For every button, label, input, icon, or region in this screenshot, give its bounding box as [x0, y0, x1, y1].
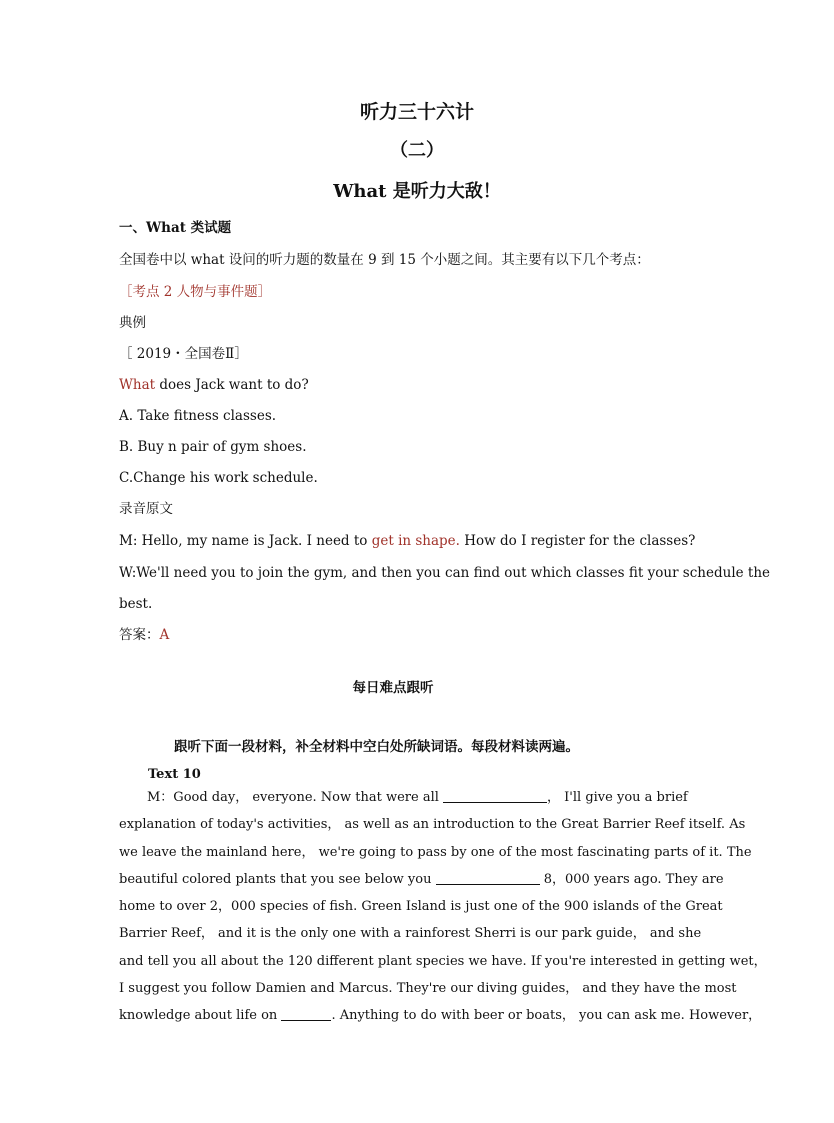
section2-heading: 每日难点跟听 [352, 680, 434, 696]
option-a: A. Take fitness classes. [119, 408, 277, 424]
fill-blank-3[interactable] [281, 1006, 331, 1021]
text10-paragraph [119, 784, 767, 1030]
section-heading-title: What 是听力大敌！ [333, 181, 501, 202]
line-text: M：Good day， everyone. Now that were all [147, 790, 444, 805]
m-line-pre: M: Hello, my name is Jack. I need to [119, 533, 372, 549]
question-keyword: What [119, 377, 156, 393]
question-text: does Jack want to do? [155, 377, 309, 393]
transcript-label: 录音原文 [119, 501, 173, 517]
line-text: Barrier Reef， and it is the only one with a rainforest Sherri is our park guide， and she [119, 926, 702, 942]
section1-heading: 一、What 类试题 [119, 220, 232, 236]
example-question [119, 376, 309, 394]
line-text: I suggest you follow Damien and Marcus. They're our diving guides， and they have the most [119, 981, 737, 997]
fill-blank-2[interactable] [436, 870, 540, 885]
option-b: B. Buy n pair of gym shoes. [119, 439, 307, 455]
transcript-m-line [119, 532, 695, 550]
kaodian-label: ［考点 2 人物与事件题］ [119, 284, 272, 300]
fill-blank-1[interactable] [443, 788, 547, 803]
answer-value: A [159, 627, 170, 643]
para-line-3 [119, 839, 752, 866]
subtitle: （二） [390, 140, 444, 161]
para-line-4 [119, 866, 724, 893]
para-line-7 [119, 948, 767, 975]
section1-intro: 全国卷中以 what 设问的听力题的数量在 9 到 15 个小题之间。其主要有以下几个考点： [119, 252, 650, 268]
m-line-post: How do I register for the classes? [459, 533, 696, 549]
section2-instruction: 跟听下面一段材料，补全材料中空白处所缺词语。每段材料读两遍。 [174, 739, 579, 755]
para-line-2 [119, 811, 746, 838]
para-line-1 [119, 784, 688, 811]
para-line-5 [119, 893, 723, 920]
line-text: and tell you all about the 120 different plant species we have. If you're interested in getting wet， [119, 953, 767, 969]
para-line-6 [119, 920, 702, 947]
line-text: knowledge about life on [119, 1008, 282, 1024]
example-source: ［ 2019・全国卷Ⅱ］ [119, 346, 248, 362]
transcript-w-line-1: W:We'll need you to join the gym, and then you can find out which classes fit your schedule the [119, 565, 771, 581]
text-label: Text 10 [148, 767, 201, 782]
line-text: 8，000 years ago. They are [539, 871, 724, 887]
transcript-w-line-2: best. [119, 596, 153, 612]
para-line-8 [119, 975, 737, 1002]
line-text: ， I'll give you a brief [547, 790, 688, 805]
answer-line [119, 626, 169, 644]
line-text: explanation of today's activities， as well as an introduction to the Great Barrier Reef itself. As [119, 817, 746, 833]
para-line-9 [119, 1002, 762, 1029]
line-text: home to over 2，000 species of fish. Green Island is just one of the 900 islands of the Great [119, 899, 723, 915]
option-c: C.Change his work schedule. [119, 470, 318, 486]
example-label: 典例 [119, 315, 146, 331]
line-text: . Anything to do with beer or boats， you can ask me. However， [331, 1008, 762, 1024]
line-text: beautiful colored plants that you see below you [119, 871, 436, 887]
answer-label: 答案： [119, 627, 160, 643]
main-title: 听力三十六计 [359, 101, 474, 123]
m-line-highlight: get in shape. [371, 533, 460, 549]
line-text: we leave the mainland here， we're going to pass by one of the most fascinating parts of it. The [119, 844, 752, 860]
